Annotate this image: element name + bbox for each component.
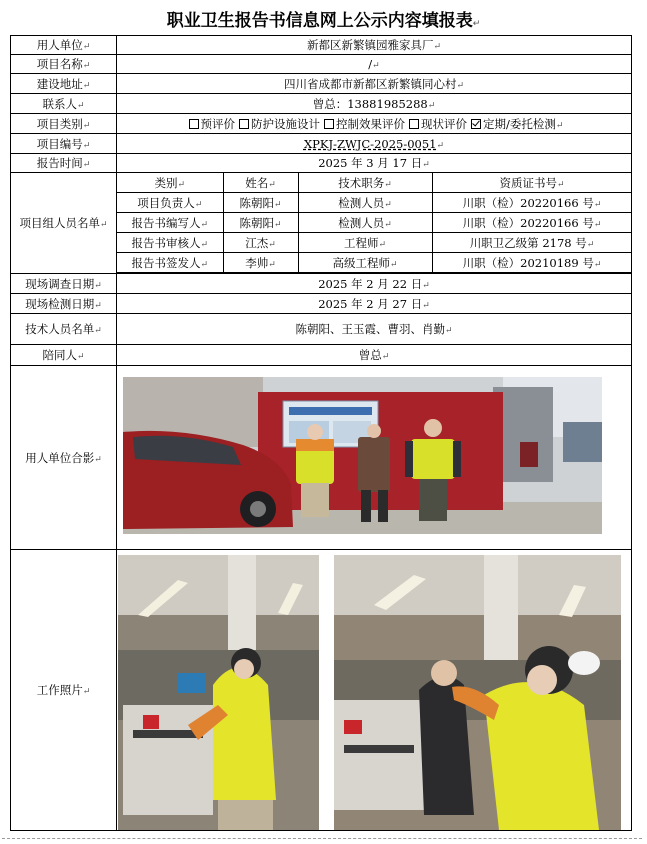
row-companion: 陪同人↵ 曾总↵	[11, 345, 632, 366]
test-date-label: 现场检测日期	[25, 296, 95, 311]
row-project-no: 项目编号↵ XPKJ-ZWJC-2025-0051↵	[11, 134, 632, 154]
employer-value: 新都区新繁镇园雅家具厂	[306, 38, 434, 52]
page-divider	[2, 838, 642, 839]
page-title: 职业卫生报告书信息网上公示内容填报表↵	[166, 11, 481, 31]
row-contact: 联系人↵ 曾总：13881985288↵	[11, 94, 632, 114]
project-no-value: XPKJ-ZWJC-2025-0051	[303, 136, 437, 151]
row-test-date: 现场检测日期↵ 2025 年 2 月 27 日↵	[11, 294, 632, 314]
header-title: 技术职务	[338, 175, 385, 190]
group-photo	[123, 377, 602, 534]
address-label: 建设地址	[36, 76, 83, 91]
row-team: 项目组人员名单↵ 类别↵ 姓名↵ 技术职务↵ 资质证书号↵ 项目负责人↵ 陈朝阳↵ 检测人员↵ 川职（检）20220166 号↵ 报告书编写人↵ 陈朝阳↵ 检测人员↵ 川职（检）20220166 号↵ 报告书审核人↵ 江杰↵ 工程师↵ 川职卫乙级第 2178 号↵ 报告书签发人↵ 李帅↵ 高级工程师↵ 川职（检）20210189 号↵	[11, 173, 632, 274]
test-date-value: 2025 年 2 月 27 日	[318, 296, 423, 311]
option-periodic-testing[interactable]: 定期/委托检测	[467, 117, 556, 131]
team-label: 项目组人员名单	[19, 216, 100, 230]
checkbox-checked-icon[interactable]	[471, 119, 481, 129]
table-row: 报告书审核人↵ 江杰↵ 工程师↵ 川职卫乙级第 2178 号↵	[117, 233, 632, 253]
row-work-photos: 工作照片↵	[11, 550, 632, 831]
work-photo-right	[334, 555, 621, 830]
row-project-type: 项目类别↵ 预评价 防护设施设计 控制效果评价 现状评价 定期/委托检测↵	[11, 114, 632, 134]
team-table	[117, 173, 632, 273]
table-row: 报告书签发人↵ 李帅↵ 高级工程师↵ 川职（检）20210189 号↵	[117, 253, 632, 273]
project-type-options: 预评价 防护设施设计 控制效果评价 现状评价 定期/委托检测↵	[117, 114, 632, 134]
survey-date-value: 2025 年 2 月 22 日	[318, 276, 423, 291]
contact-value: 曾总：13881985288	[312, 96, 428, 111]
report-time-label: 报告时间	[36, 156, 83, 170]
tech-staff-label: 技术人员名单	[25, 322, 95, 336]
team-header-row: 类别↵ 姓名↵ 技术职务↵ 资质证书号↵	[117, 173, 632, 193]
work-photos-label: 工作照片	[36, 683, 83, 697]
companion-value: 曾总	[358, 348, 382, 362]
tech-staff-value: 陈朝阳、王玉霞、曹羽、肖勤	[295, 322, 445, 336]
header-cert: 资质证书号	[499, 175, 557, 190]
work-photo-left	[118, 555, 319, 830]
checkbox-icon[interactable]	[189, 119, 199, 129]
checkbox-icon[interactable]	[324, 119, 334, 129]
row-address: 建设地址↵ 四川省成都市新都区新繁镇同心村↵	[11, 74, 632, 94]
header-role: 类别	[154, 175, 178, 190]
row-tech-staff: 技术人员名单↵ 陈朝阳、王玉霞、曹羽、肖勤↵	[11, 314, 632, 345]
option-protection-design[interactable]: 防护设施设计	[235, 117, 320, 131]
option-status-evaluation[interactable]: 现状评价	[405, 117, 467, 131]
row-employer: 用人单位↵ 新都区新繁镇园雅家具厂↵	[11, 36, 632, 55]
option-control-effect[interactable]: 控制效果评价	[320, 117, 405, 131]
header-name: 姓名	[245, 175, 269, 190]
report-time-value: 2025 年 3 月 17 日	[318, 156, 423, 170]
row-group-photo: 用人单位合影↵	[11, 366, 632, 550]
row-report-time: 报告时间↵ 2025 年 3 月 17 日↵	[11, 154, 632, 173]
address-value: 四川省成都市新都区新繁镇同心村	[283, 76, 457, 91]
row-project-name: 项目名称↵ /↵	[11, 55, 632, 74]
companion-label: 陪同人	[42, 348, 77, 362]
table-row: 项目负责人↵ 陈朝阳↵ 检测人员↵ 川职（检）20220166 号↵	[117, 193, 632, 213]
table-row: 报告书编写人↵ 陈朝阳↵ 检测人员↵ 川职（检）20220166 号↵	[117, 213, 632, 233]
row-survey-date: 现场调查日期↵ 2025 年 2 月 22 日↵	[11, 274, 632, 294]
group-photo-label: 用人单位合影	[25, 450, 95, 465]
checkbox-icon[interactable]	[409, 119, 419, 129]
survey-date-label: 现场调查日期	[25, 276, 95, 291]
contact-label: 联系人	[42, 96, 77, 111]
option-pre-evaluation[interactable]: 预评价	[185, 117, 236, 131]
employer-label: 用人单位	[36, 38, 83, 52]
checkbox-icon[interactable]	[239, 119, 249, 129]
project-no-label: 项目编号	[36, 136, 83, 151]
project-name-label: 项目名称	[36, 57, 83, 71]
project-name-value: /	[368, 57, 373, 71]
project-type-label: 项目类别	[36, 116, 83, 131]
